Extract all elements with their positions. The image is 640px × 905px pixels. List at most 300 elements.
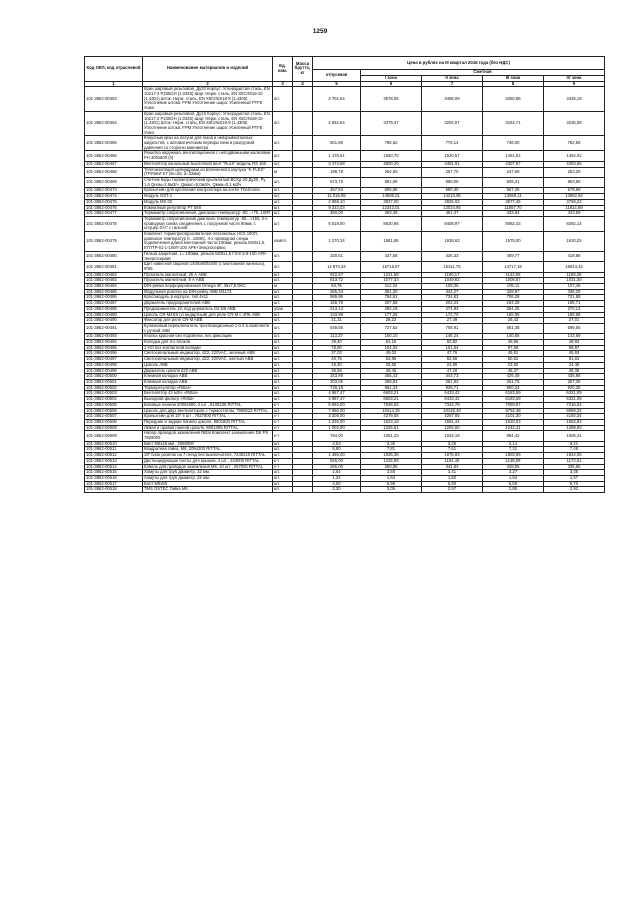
row-zone-3-price: 48,85 [483,340,544,346]
row-zone-4-price: 9969,32 [544,408,605,414]
row-zone-1-price: 3,50 [361,470,422,476]
row-release-price: 3 474,58 [313,161,361,167]
row-unit: шт. [273,481,293,487]
row-zone-4-price: 3425,19 [544,87,605,112]
row-zone-2-price: 24,89 [422,362,483,368]
row-release-price: 203,05 [313,380,361,386]
row-zone-4-price: 49,93 [544,340,605,346]
row-zone-4-price: 443,59 [544,211,605,217]
row-mass [293,136,313,151]
row-code: 101-3862-00490 [85,318,143,324]
row-name: Теплоизоляция цилиндрами из вспененного каучука "K-FLEX" (ТРУБКИ ST Dн=28, δ=32мм) [143,167,273,177]
row-zone-2-price: 50,82 [422,340,483,346]
row-zone-3-price: 264,25 [483,306,544,312]
row-release-price: 726,18 [313,385,361,391]
row-code: 101-3862-00491 [85,323,143,333]
row-release-price: 11 870,34 [313,262,361,272]
row-zone-3-price: 433,94 [483,211,544,217]
row-zone-1-price: 53,95 [361,357,422,363]
row-zone-4-price: 5,70 [544,481,605,487]
row-release-price: 2 552,54 [313,111,361,136]
row-zone-4-price: 1006,31 [544,431,605,441]
row-zone-3-price: 247,69 [483,167,544,177]
row-unit: к-т [273,419,293,425]
row-code: 101-3862-00477 [85,211,143,217]
row-release-price: 549,58 [313,323,361,333]
row-name: Светосигнальный индикатор, d22, 220VAC, зеленый ABB [143,351,273,357]
row-mass [293,216,313,231]
row-zone-3-price: 1520,03 [483,419,544,425]
row-release-price: 922,67 [313,272,361,278]
row-zone-2-price: 1876,83 [422,453,483,459]
row-zone-4-price: 99,87 [544,345,605,351]
row-unit: шт. [273,351,293,357]
row-code: 101-3862-00513 [85,458,143,464]
row-release-price: 4,50 [313,481,361,487]
row-unit: шт. [273,262,293,272]
row-release-price: 343,99 [313,374,361,380]
row-code: 101-3862-00497 [85,357,143,363]
row-zone-3-price: 140,56 [483,334,544,340]
row-zone-2-price: 451,47 [422,211,483,217]
row-zone-1-price: 177,25 [361,312,422,318]
row-zone-3-price: 409,77 [483,251,544,261]
row-zone-3-price: 11557,70 [483,205,544,211]
row-code: 101-3862-00514 [85,464,143,470]
row-zone-2-price: 936,71 [422,385,483,391]
row-name: Кран шаровый резьбовой, Ду20 Корпус: Углеродистая сталь, EN 10217-2 P235GH (1.0345) Шар: Нерж. сталь, EN X5CrNi18-10 (1.4301) Шток: Нерж. сталь, EN X6CrNiS18-9 (1.4305) Уплотнение штока: FPM Уплотнение шара: Усиленный PTFE Ушко [143,87,273,112]
row-release-price: 1 270,34 [313,232,361,252]
row-unit: упак. [273,306,293,312]
row-unit: шт. [273,188,293,194]
row-name: Кронштейн для 19" 4 шт , 7827800 RITTAL [143,414,273,420]
header-code: Код ОКП, код отраслевой [85,57,143,82]
row-name: 1 НО без контактной колодки [143,345,273,351]
table-row [85,216,605,231]
row-zone-2-price: 15311,75 [422,262,483,272]
row-zone-4-price: 1844,06 [544,453,605,459]
row-zone-1-price: 1623,18 [361,419,422,425]
row-zone-1-price: 1326,61 [361,425,422,431]
row-zone-1-price: 28,22 [361,318,422,324]
row-zone-3-price: 900,33 [483,385,544,391]
table-row [85,167,605,177]
row-zone-2-price: 4267,05 [422,414,483,420]
row-unit: шт. [273,136,293,151]
row-code: 101-3862-00515 [85,470,143,476]
row-zone-1-price: 264,50 [361,167,422,177]
row-zone-3-price: 7059,57 [483,402,544,408]
row-zone-1-price: 891,99 [361,177,422,187]
row-code: 101-3862-00489 [85,312,143,318]
row-release-price: 5 694,00 [313,402,361,408]
row-release-price: 1 178,51 [313,151,361,161]
row-zone-1-price: 1077,33 [361,278,422,284]
row-release-price: 11 016,95 [313,194,361,200]
row-zone-3-price: 45,91 [483,351,544,357]
row-name: Цоколь ABB [143,362,273,368]
row-release-price: 4 987,47 [313,397,361,403]
row-name: Пускатель магнитный, 9 А ABB [143,278,273,284]
row-release-price: 926,00 [313,458,361,464]
row-unit: шт. [273,251,293,261]
row-zone-2-price: 3,26 [422,441,483,447]
row-zone-4-price: 257,35 [544,380,605,386]
row-release-price: 1 002,00 [313,425,361,431]
row-zone-1-price: 14586,01 [361,194,422,200]
row-name: Держатель предохранителей ABB [143,301,273,307]
row-zone-3-price: 328,55 [483,464,544,470]
row-zone-1-price: 4379,58 [361,414,422,420]
row-zone-4-price: 3,21 [544,441,605,447]
row-zone-4-price: 4403,66 [544,161,605,167]
row-zone-2-price: 734,82 [422,295,483,301]
row-zone-2-price: 12024,65 [422,205,483,211]
row-release-price: 78,80 [313,345,361,351]
row-zone-3-price: 4307,87 [483,161,544,167]
row-zone-4-price: 1031,30 [544,278,605,284]
row-code: 101-3862-00480 [85,251,143,261]
row-zone-2-price: 7,61 [422,447,483,453]
row-unit: шт. [273,368,293,374]
row-code: 101-3862-00467 [85,161,143,167]
row-code: 101-3862-00496 [85,351,143,357]
row-zone-3-price: 50,52 [483,357,544,363]
row-release-price: 673,75 [313,177,361,187]
row-name: Вентилятор 43 м3/ч «Rittal» [143,391,273,397]
row-zone-2-price: 7344,79 [422,402,483,408]
row-mass [293,431,313,441]
column-index: 7 [422,81,483,87]
row-zone-3-price: 1803,95 [483,453,544,459]
row-code: 101-3862-00506 [85,408,143,414]
row-unit: шт. [273,161,293,167]
row-zone-1-price: 437,58 [361,251,422,261]
row-zone-1-price: 48,45 [361,368,422,374]
row-code: 101-3862-00481 [85,262,143,272]
row-release-price: 569,96 [313,295,361,301]
row-code: 101-3862-00508 [85,419,143,425]
row-zone-2-price: 202,24 [422,301,483,307]
table-row [85,111,605,136]
row-name: Цоколь для двух вентиляторов с термостатом, 7986023 RITTAL [143,408,273,414]
row-zone-3-price: 3164,71 [483,111,544,136]
row-zone-1-price: 12342,01 [361,205,422,211]
row-zone-4-price: 51,64 [544,357,605,363]
row-zone-1-price: 1926,38 [361,453,422,459]
row-zone-2-price: 8408,97 [422,216,483,231]
row-zone-1-price: 7,81 [361,447,422,453]
column-index: 3 [273,81,293,87]
row-zone-1-price: 207,58 [361,301,422,307]
table-row [85,136,605,151]
row-unit: шт. [273,475,293,481]
row-zone-1-price: 1,64 [361,475,422,481]
row-zone-2-price: 2,97 [422,487,483,493]
row-zone-4-price: 6321,09 [544,391,605,397]
row-release-price: 199,78 [313,167,361,177]
table-row [85,262,605,272]
row-release-price: 113,37 [313,334,361,340]
row-zone-3-price: 681,38 [483,323,544,333]
row-zone-3-price: 426,49 [483,374,544,380]
row-name: Термометр сопротивления, диапазон температур -50...+75, 100П [143,211,273,217]
row-name: Дистанцирующие болты для крышки, 4 шт , 243000 RITTAL [143,458,273,464]
row-code: 101-3862-00487 [85,301,143,307]
row-zone-1-price: 3379,47 [361,111,422,136]
row-unit: к-т [273,431,293,441]
row-zone-3-price: 1575,00 [483,232,544,252]
row-release-price: 265,34 [313,289,361,295]
row-zone-1-price: 754,61 [361,295,422,301]
row-zone-4-price: 3235,08 [544,111,605,136]
row-unit: шт. [273,470,293,476]
row-unit: шт. [273,487,293,493]
header-estimated: Сметная [361,70,605,76]
row-zone-1-price: 10414,28 [361,408,422,414]
row-zone-3-price: 1148,08 [483,458,544,464]
row-zone-3-price: 3,14 [483,441,544,447]
row-name: Левая и правая панели цоколя, 8601085 RITTAL [143,425,273,431]
row-release-price: 2,30 [313,487,361,493]
row-release-price: 213,14 [313,306,361,312]
row-release-price: 7 866,00 [313,408,361,414]
row-name: 19" блок розеток на 7 гнезд без выключателя, 7240210 RITTAL [143,453,273,459]
row-zone-1-price: 150,10 [361,334,422,340]
row-zone-2-price: 172,70 [422,312,483,318]
row-zone-2-price: 47,20 [422,368,483,374]
row-unit: шт. [273,340,293,346]
row-zone-2-price: 1292,50 [422,425,483,431]
row-zone-3-price: 165,99 [483,312,544,318]
row-zone-2-price: 342,27 [422,289,483,295]
row-unit: шт. [273,362,293,368]
row-zone-1-price: 3927,00 [361,199,422,205]
row-code: 101-3862-00501 [85,380,143,386]
row-zone-2-price: 52,56 [422,357,483,363]
row-zone-3-price: 1008,87 [483,278,544,284]
row-code: 101-3862-00510 [85,441,143,447]
row-name: Передние и задние панели цоколя, 8601800 RITTAL [143,419,273,425]
row-unit: шт. [273,177,293,187]
row-release-price: 2,53 [313,441,361,447]
row-zone-4-price: 762,58 [544,136,605,151]
row-name: Хомуты для труб диаметр. 32 мм. [143,470,273,476]
row-code: 101-3862-00499 [85,368,143,374]
row-zone-1-price: 605,86 [361,188,422,194]
row-zone-1-price: 6603,21 [361,397,422,403]
row-code: 101-3862-00486 [85,295,143,301]
table-row [85,177,605,187]
row-release-price: 39,40 [313,340,361,346]
row-release-price: 3 308,00 [313,414,361,420]
row-unit: шт. [273,295,293,301]
header-release: отпускная [313,70,361,82]
row-code: 101-3862-00502 [85,385,143,391]
row-code: 101-3862-00475 [85,199,143,205]
row-code: 101-3862-00507 [85,414,143,420]
header-price-group: Цена в рублях на III квартал 2016 года (без НДС) [313,57,605,70]
price-table [84,56,605,493]
row-name: Набор проводов заземления Rittal Комплект заземления DK PS 7829000 [143,431,273,441]
row-zone-1-price: 25,55 [361,362,422,368]
table-row [85,431,605,441]
row-name: Модуль MS 02 [143,199,273,205]
row-code: 101-3862-00488 [85,306,143,312]
row-zone-4-price: 15044,42 [544,262,605,272]
row-unit: шт. [273,453,293,459]
row-zone-4-price: 4192,34 [544,414,605,420]
row-zone-3-price: 7,31 [483,447,544,453]
row-unit: шт. [273,216,293,231]
row-zone-4-price: 3,35 [544,470,605,476]
row-release-price: 813,72 [313,278,361,284]
row-zone-3-price: 1242,31 [483,425,544,431]
row-unit: шт. [273,345,293,351]
row-zone-2-price: 3486,09 [422,87,483,112]
row-code: 101-3862-00518 [85,487,143,493]
row-zone-3-price: 3350,88 [483,87,544,112]
row-zone-2-price: 146,24 [422,334,483,340]
row-code: 101-3862-00479 [85,232,143,252]
row-zone-4-price: 6321,09 [544,397,605,403]
row-zone-2-price: 1194,46 [422,458,483,464]
row-zone-4-price: 11814,69 [544,205,605,211]
row-zone-4-price: 335,86 [544,464,605,470]
row-zone-4-price: 8262,14 [544,216,605,231]
row-mass [293,232,313,252]
row-zone-4-price: 853,88 [544,177,605,187]
row-zone-2-price: 443,73 [422,374,483,380]
row-name: Вентилятор канальный выхлопной вент "Ruck" модель RS 160 [143,161,273,167]
row-mass [293,487,313,493]
table-row [85,251,605,261]
row-zone-2-price: 1190,17 [422,272,483,278]
row-zone-4-price: 3759,22 [544,199,605,205]
row-zone-3-price: 14717,18 [483,262,544,272]
row-name: Держатель цоколя d22 ABB [143,368,273,374]
row-zone-2-price: 101,64 [422,345,483,351]
page-number: 1259 [312,28,328,35]
row-unit: шт. [273,151,293,161]
row-name: Выходной фильтр «Rittal» [143,397,273,403]
row-release-price: 133,98 [313,312,361,318]
row-zone-1-price: 104,32 [361,345,422,351]
row-code: 101-3862-00509 [85,431,143,441]
row-unit: шт. [273,278,293,284]
row-name: DIN-рейка перфорированная Omega 3F, 35х7,5 DKC [143,284,273,290]
row-code: 101-3862-00508 [85,425,143,431]
row-zone-3-price: 45,37 [483,368,544,374]
row-zone-3-price: 5,58 [483,481,544,487]
row-unit: к-т [273,425,293,431]
row-name: Предохранитель 2А под держатель D2 5/8 ABB [143,306,273,312]
header-zone-2: II зона [422,75,483,81]
row-unit: м [273,284,293,290]
row-zone-4-price: 418,88 [544,251,605,261]
row-zone-2-price: 6433,42 [422,391,483,397]
row-code: 101-3862-00485 [85,289,143,295]
row-release-price: 9 322,03 [313,205,361,211]
row-zone-2-price: 3826,02 [422,199,483,205]
row-unit: шт. [273,441,293,447]
row-zone-3-price: 194,39 [483,301,544,307]
row-unit: шт. [273,312,293,318]
row-zone-2-price: 1049,63 [422,278,483,284]
row-zone-4-price: 198,71 [544,301,605,307]
row-zone-4-price: 13962,82 [544,194,605,200]
row-name: TMS OSTEC Гайка М6 [143,487,273,493]
row-zone-3-price: 984,42 [483,431,544,441]
row-release-price: 265,00 [313,464,361,470]
row-unit: шт. [273,323,293,333]
row-zone-1-price: 350,85 [361,464,422,470]
row-mass [293,111,313,136]
row-name: Щит навесной сварной 1400х800х300 (с монтажной панелью), IP65 [143,262,273,272]
row-zone-2-price: 708,91 [422,323,483,333]
row-release-price: 21,31 [313,318,361,324]
row-release-price: 19,30 [313,362,361,368]
row-name: Кулачковый переключатель трехпозиционный 1-0-2 в комплекте с ручкой ABB [143,323,273,333]
row-zone-2-price: 3,41 [422,470,483,476]
row-zone-2-price: 590,30 [422,188,483,194]
row-unit: шт. [273,391,293,397]
row-code: 101-3862-00511 [85,447,143,453]
row-zone-2-price: 1638,63 [422,232,483,252]
row-code: 101-3862-00512 [85,453,143,459]
row-zone-4-price: 46,93 [544,351,605,357]
row-unit: шт. [273,272,293,278]
row-code: 101-3862-00482 [85,272,143,278]
row-zone-2-price: 3292,57 [422,111,483,136]
row-zone-1-price: 4600,20 [361,161,422,167]
row-name: Колодка для 3-х блоков [143,340,273,346]
row-unit: шт. [273,211,293,217]
row-zone-3-price: 1143,95 [483,272,544,278]
row-code: 101-3862-00494 [85,340,143,346]
row-zone-2-price: 776,14 [422,136,483,151]
row-unit: шт. [273,111,293,136]
row-zone-2-price: 426,33 [422,251,483,261]
row-name: Комплект термопреобразователей платиновых НСХ 100П, диапазон температур 0...1500С, 4-х проводная схема подключения длина монтажной части 100мм, резьба М20х1,5. КТПТР-01-1-100П-100 АРК+Энергосервис [143,232,273,252]
row-release-price: 330,51 [313,251,361,261]
row-code: 101-3862-00464 [85,111,143,136]
row-zone-4-price: 579,99 [544,188,605,194]
row-code: 101-3862-00478 [85,216,143,231]
row-release-price: 350,00 [313,211,361,217]
header-zone-4: IV зона [544,75,605,81]
row-zone-3-price: 6183,59 [483,391,544,397]
row-release-price: 40,75 [313,357,361,363]
row-zone-4-price: 270,13 [544,306,605,312]
row-mass [293,151,313,161]
row-zone-1-price: 1051,23 [361,431,422,441]
row-zone-1-price: 49,02 [361,351,422,357]
row-name: Кроссмодуль в корпусе, тип 4х11 [143,295,273,301]
row-release-price: 6 519,00 [313,216,361,231]
row-zone-2-price: 1520,57 [422,151,483,161]
row-release-price: 1,24 [313,475,361,481]
row-zone-2-price: 1024,19 [422,431,483,441]
header-unit: Ед. изм. [273,57,293,82]
row-unit: к-т [273,414,293,420]
row-release-price: 2 702,54 [313,87,361,112]
row-unit: шт. [273,397,293,403]
row-zone-3-price: 9752,48 [483,408,544,414]
row-zone-3-price: 2,85 [483,487,544,493]
table-row [85,232,605,252]
row-name: Кран шаровый резьбовой, Ду15 Корпус: Углеродистая сталь, EN 10217-2 P235GH (1.0345) Шар: Нерж. сталь, EN X5CrNi18-10 (1.4301) Шток: Нерж. сталь, EN X6CrNiS18-9 (1.4305) Уплотнение штока: FPM Уплотнение шара: Усиленный PTFE Ушко [143,111,273,136]
